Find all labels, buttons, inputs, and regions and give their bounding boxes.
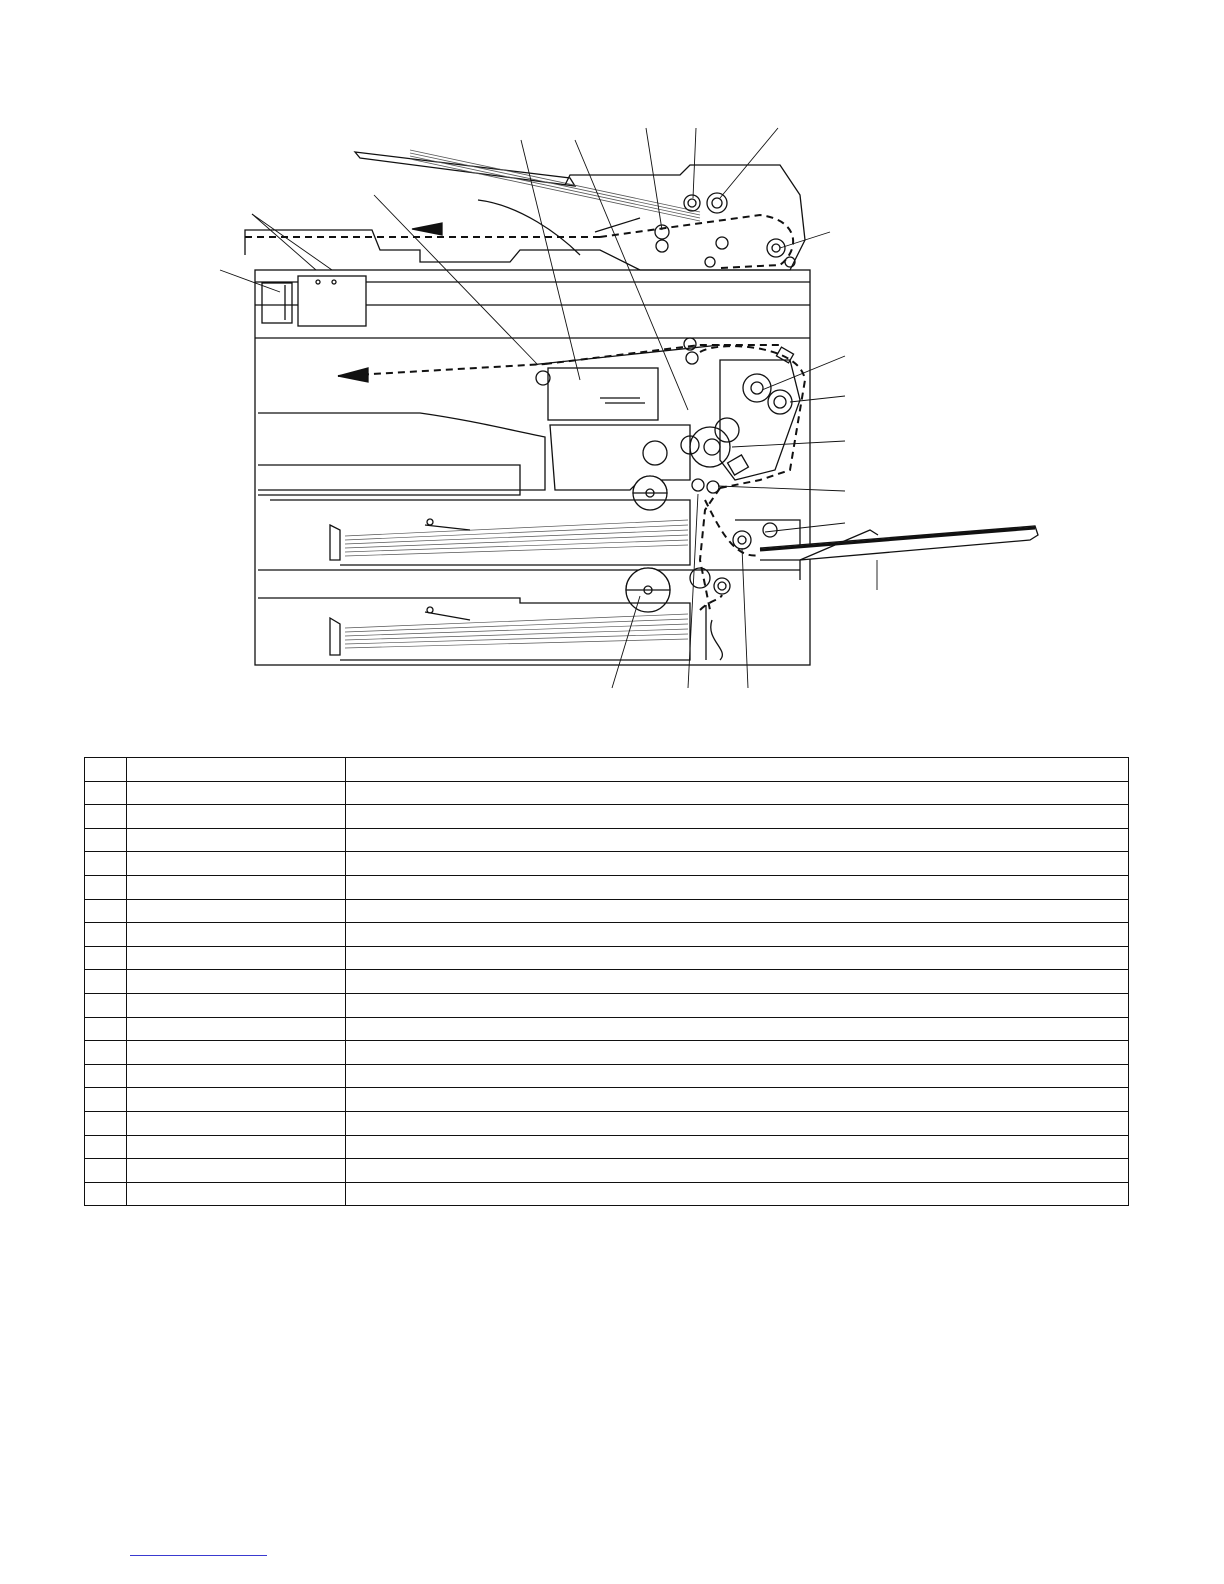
part-name-cell xyxy=(127,1017,346,1041)
original-stack xyxy=(410,150,700,221)
row-number-cell xyxy=(85,899,127,923)
function-cell xyxy=(346,899,1129,923)
paper-tray-2 xyxy=(258,568,800,660)
part-name-cell xyxy=(127,946,346,970)
row-number-cell xyxy=(85,852,127,876)
part-name-cell xyxy=(127,781,346,805)
paper-tray-1 xyxy=(270,500,690,565)
row-number-cell xyxy=(85,781,127,805)
function-cell xyxy=(346,1135,1129,1159)
parts-table xyxy=(84,757,1129,1206)
table-row xyxy=(85,993,1129,1017)
row-number-cell xyxy=(85,970,127,994)
table-row xyxy=(85,1135,1129,1159)
table-row xyxy=(85,875,1129,899)
function-cell xyxy=(346,1041,1129,1065)
row-number-cell xyxy=(85,758,127,782)
table-row xyxy=(85,805,1129,829)
bypass-tray xyxy=(760,526,1038,560)
function-cell xyxy=(346,852,1129,876)
part-name-cell xyxy=(127,993,346,1017)
row-number-cell xyxy=(85,1135,127,1159)
function-cell xyxy=(346,1159,1129,1183)
row-number-cell xyxy=(85,1041,127,1065)
table-row xyxy=(85,758,1129,782)
function-cell xyxy=(346,970,1129,994)
part-name-cell xyxy=(127,1064,346,1088)
row-number-cell xyxy=(85,875,127,899)
function-cell xyxy=(346,993,1129,1017)
table-row xyxy=(85,923,1129,947)
part-name-cell xyxy=(127,758,346,782)
scanner-unit xyxy=(255,270,810,665)
part-name-cell xyxy=(127,1159,346,1183)
table-row xyxy=(85,1159,1129,1183)
function-cell xyxy=(346,805,1129,829)
table-row xyxy=(85,946,1129,970)
row-number-cell xyxy=(85,946,127,970)
document-feeder xyxy=(245,150,805,270)
table-row xyxy=(85,1017,1129,1041)
row-number-cell xyxy=(85,993,127,1017)
part-name-cell xyxy=(127,1041,346,1065)
function-cell xyxy=(346,946,1129,970)
function-cell xyxy=(346,1088,1129,1112)
function-cell xyxy=(346,1111,1129,1135)
row-number-cell xyxy=(85,1182,127,1206)
function-cell xyxy=(346,923,1129,947)
part-name-cell xyxy=(127,805,346,829)
feeder-exit-arrow xyxy=(412,223,442,235)
row-number-cell xyxy=(85,1017,127,1041)
table-row xyxy=(85,852,1129,876)
row-number-cell xyxy=(85,1111,127,1135)
printer-engine xyxy=(258,338,805,610)
part-name-cell xyxy=(127,1088,346,1112)
function-cell xyxy=(346,1064,1129,1088)
footer-rule xyxy=(130,1555,267,1556)
table-row xyxy=(85,1064,1129,1088)
table-row xyxy=(85,781,1129,805)
row-number-cell xyxy=(85,1088,127,1112)
function-cell xyxy=(346,781,1129,805)
row-number-cell xyxy=(85,805,127,829)
part-name-cell xyxy=(127,828,346,852)
part-name-cell xyxy=(127,899,346,923)
row-number-cell xyxy=(85,1064,127,1088)
row-number-cell xyxy=(85,923,127,947)
table-row xyxy=(85,1041,1129,1065)
part-name-cell xyxy=(127,1135,346,1159)
part-name-cell xyxy=(127,1111,346,1135)
function-cell xyxy=(346,1182,1129,1206)
function-cell xyxy=(346,828,1129,852)
function-cell xyxy=(346,758,1129,782)
laser-unit xyxy=(548,368,658,420)
table-row xyxy=(85,1182,1129,1206)
part-name-cell xyxy=(127,875,346,899)
function-cell xyxy=(346,875,1129,899)
table-row xyxy=(85,828,1129,852)
paper-exit-arrow xyxy=(338,368,368,382)
row-number-cell xyxy=(85,828,127,852)
table-row xyxy=(85,1088,1129,1112)
function-cell xyxy=(346,1017,1129,1041)
part-name-cell xyxy=(127,1182,346,1206)
table-row xyxy=(85,1111,1129,1135)
part-name-cell xyxy=(127,923,346,947)
table-row xyxy=(85,970,1129,994)
row-number-cell xyxy=(85,1159,127,1183)
drum xyxy=(690,427,730,467)
copier-cross-section-diagram xyxy=(200,110,1060,700)
table-row xyxy=(85,899,1129,923)
part-name-cell xyxy=(127,852,346,876)
part-name-cell xyxy=(127,970,346,994)
